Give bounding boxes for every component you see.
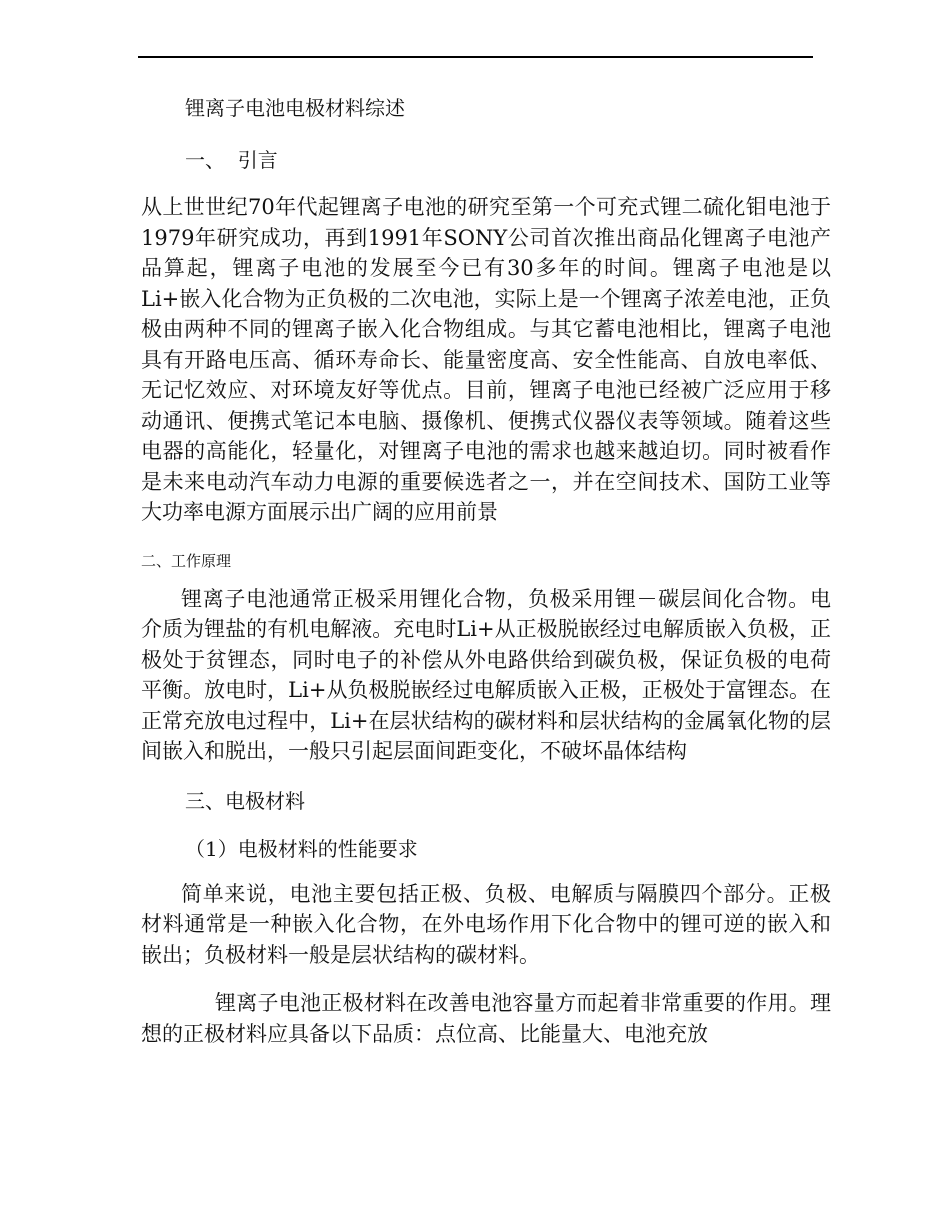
materials-paragraph-2: 锂离子电池正极材料在改善电池容量方而起着非常重要的作用。理想的正极材料应具备以下品质：点位高、比能量大、电池充放 bbox=[141, 991, 831, 1046]
section-heading-principle: 二、工作原理 bbox=[141, 551, 232, 570]
document-title: 锂离子电池电极材料综述 bbox=[185, 96, 405, 120]
document-body bbox=[141, 92, 831, 1067]
intro-paragraph: 从上世世纪70年代起锂离子电池的研究至第一个可充式锂二硫化钼电池于1979年研究成功，再到1991年SONY公司首次推出商品化锂离子电池产品算起，锂离子电池的发展至今已有30多年的时间。锂离子电池是以Li+嵌入化合物为正负极的二次电池，实际上是一个锂离子浓差电池，正负极由两种不同的锂离子嵌入化合物组成。与其它蓄电池相比，锂离子电池具有开路电压高、循环寿命长、能量密度高、安全性能高、自放电率低、无记忆效应、对环境友好等优点。目前，锂离子电池已经被广泛应用于移动通讯、便携式笔记本电脑、摄像机、便携式仪器仪表等领域。随着这些电器的高能化，轻量化，对锂离子电池的需求也越来越迫切。同时被看作是未来电动汽车动力电源的重要候选者之一，并在空间技术、国防工业等大功率电源方面展示出广阔的应用前景 bbox=[141, 195, 831, 524]
section-heading-intro: 一、 引言 bbox=[185, 148, 278, 172]
section-heading-materials: 三、电极材料 bbox=[185, 788, 305, 813]
subsection-heading-performance: （1）电极材料的性能要求 bbox=[185, 836, 418, 861]
principle-paragraph: 锂离子电池通常正极采用锂化合物，负极采用锂－碳层间化合物。电介质为锂盐的有机电解液。充电时Li+从正极脱嵌经过电解质嵌入负极，正极处于贫锂态，同时电子的补偿从外电路供给到碳负极，保证负极的电荷平衡。放电时，Li+从负极脱嵌经过电解质嵌入正极，正极处于富锂态。在正常充放电过程中，Li+在层状结构的碳材料和层状结构的金属氧化物的层间嵌入和脱出，一般只引起层面间距变化，不破坏晶体结构 bbox=[141, 586, 831, 763]
materials-paragraph-1: 简单来说，电池主要包括正极、负极、电解质与隔膜四个部分。正极材料通常是一种嵌入化合物，在外电场作用下化合物中的锂可逆的嵌入和嵌出；负极材料一般是层状结构的碳材料。 bbox=[141, 881, 831, 967]
header-rule bbox=[138, 56, 813, 58]
